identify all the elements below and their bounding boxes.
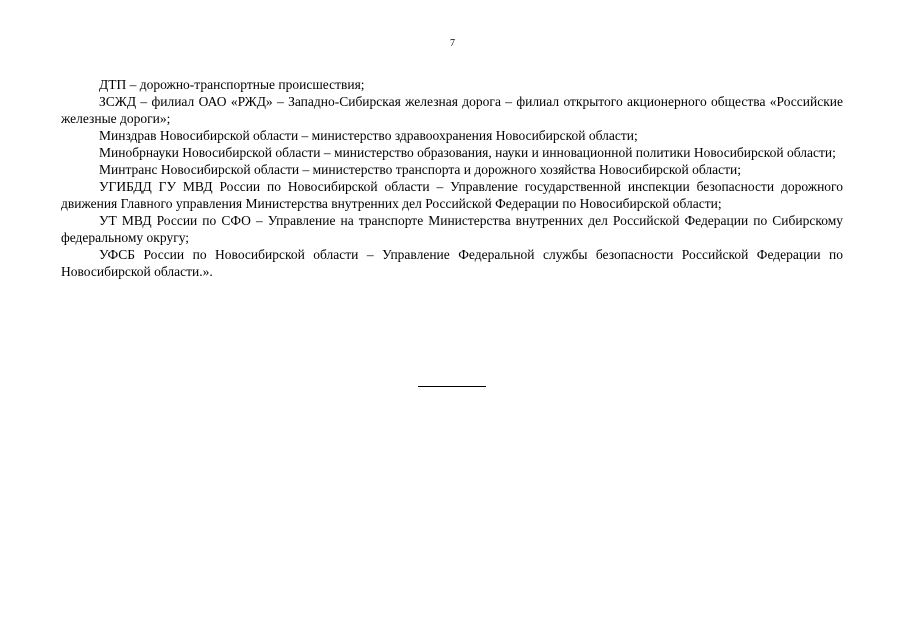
paragraph-minobrnauki: Минобрнауки Новосибирской области – министерство образования, науки и инновационной политики Новосибирской области; xyxy=(99,145,836,160)
paragraph-ufsb: УФСБ России по Новосибирской области – Управление Федеральной службы безопасности Российской Федерации по Новосибирской области.». xyxy=(61,247,843,279)
paragraph-dtp: ДТП – дорожно-транспортные происшествия; xyxy=(99,77,365,92)
paragraph-mintrans: Минтранс Новосибирской области – министерство транспорта и дорожного хозяйства Новосибирской области; xyxy=(99,162,742,177)
paragraph-minzdrav: Минздрав Новосибирской области – министерство здравоохранения Новосибирской области; xyxy=(99,128,638,143)
paragraph-zszhd: ЗСЖД – филиал ОАО «РЖД» – Западно-Сибирская железная дорога – филиал открытого акционерного общества «Российские железные дороги»; xyxy=(61,94,843,126)
paragraph-ugibdd: УГИБДД ГУ МВД России по Новосибирской области – Управление государственной инспекции безопасности дорожного движения Главного управления Министерства внутренних дел Российской Федерации по Новосибирской области; xyxy=(61,179,843,211)
page-number: 7 xyxy=(450,38,455,49)
separator-line xyxy=(418,386,486,387)
abbreviations-list xyxy=(61,76,843,280)
paragraph-ut-mvd: УТ МВД России по СФО – Управление на транспорте Министерства внутренних дел Российской Федерации по Сибирскому федеральному округу; xyxy=(61,213,843,245)
